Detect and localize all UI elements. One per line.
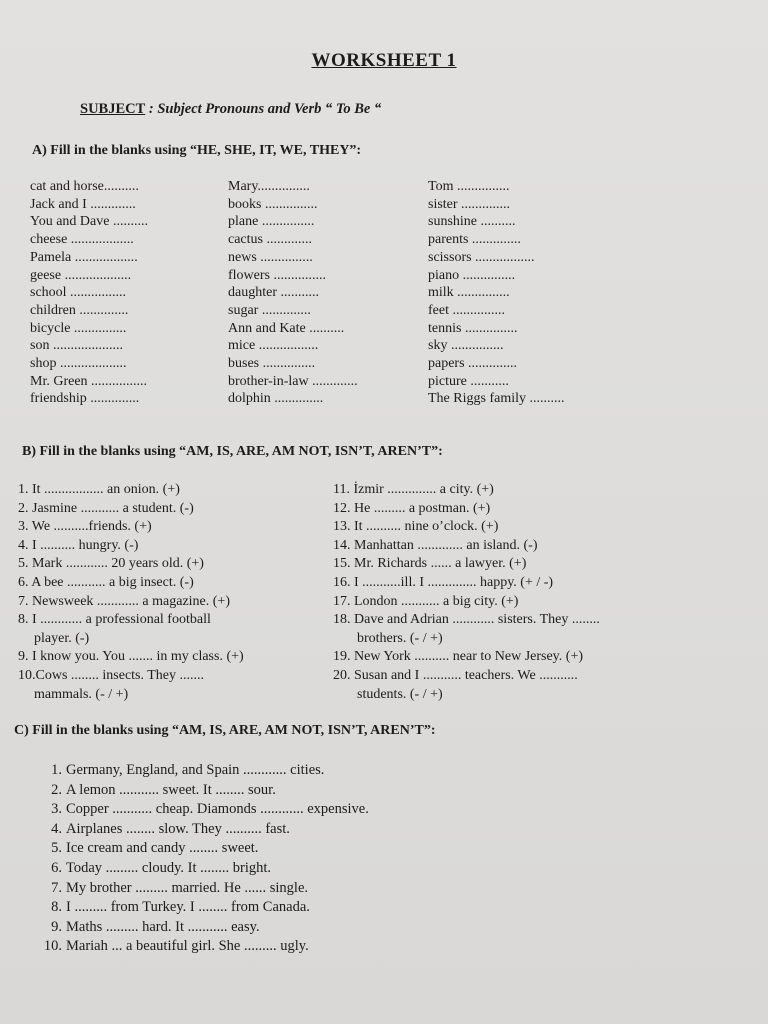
list-item: piano ............... [428,267,516,283]
list-item: Mr. Green ................ [30,373,148,389]
list-item: 2. Jasmine ........... a student. (-) [18,500,194,516]
item-text: Today ......... cloudy. It ........ bright. [66,859,272,876]
list-item: Tom ............... [428,179,510,194]
list-item: daughter ........... [228,285,319,301]
item-text: I ......... from Turkey. I ........ from Canada. [66,899,310,916]
list-item: 19. New York .......... near to New Jersey. (+) [333,649,583,665]
list-item: mice ................. [228,338,319,354]
list-item: brothers. (- / +) [357,630,443,646]
subject-text: : Subject Pronouns and Verb “ To Be “ [145,101,382,117]
list-item: bicycle ............... [30,320,127,336]
list-item: scissors ................. [428,249,535,265]
item-text: Mariah ... a beautiful girl. She ......... ugly. [66,938,309,955]
list-item: 4. I .......... hungry. (-) [18,537,139,553]
item-number: 4. [51,820,62,837]
list-item: You and Dave .......... [30,214,148,230]
worksheet-title: WORKSHEET 1 [311,50,457,71]
section-c-heading: C) Fill in the blanks using “AM, IS, ARE, AM NOT, ISN’T, AREN’T”: [14,723,436,738]
list-item: 3. We ..........friends. (+) [18,519,152,535]
list-item: geese ................... [30,267,132,283]
list-item: milk ............... [428,285,510,301]
item-number: 10. [43,938,62,955]
list-item: player. (-) [34,630,90,646]
list-item: 17. London ........... a big city. (+) [333,593,519,609]
subject-line [80,101,381,118]
list-item: 13. It .......... nine o’clock. (+) [333,519,499,535]
item-text: Maths ......... hard. It ........... easy. [66,918,260,935]
list-item [32,859,369,879]
list-item: Mary............... [228,179,310,194]
list-item: cactus ............. [228,232,312,248]
list-item: son .................... [30,338,123,354]
list-item: The Riggs family .......... [428,391,565,407]
item-number: 7. [51,879,62,896]
item-text: Airplanes ........ slow. They .......... fast. [66,820,290,837]
item-text: Germany, England, and Spain ............ cities. [66,762,325,778]
list-item: 16. I ...........ill. I .............. happy. (+ / -) [333,574,554,590]
list-item: Pamela .................. [30,249,138,265]
item-text: Ice cream and candy ........ sweet. [66,840,259,857]
list-item: books ............... [228,196,318,212]
item-number: 5. [51,840,62,857]
list-item: plane ............... [228,214,315,230]
list-item: buses ............... [228,356,316,372]
list-item [32,781,369,801]
list-item: friendship .............. [30,391,140,407]
list-item [32,800,369,820]
list-item: 7. Newsweek ............ a magazine. (+) [18,593,230,609]
section-b-right-list [333,481,600,704]
section-a-column-3 [428,178,565,408]
list-item: 8. I ............ a professional football [18,612,211,628]
list-item: 6. A bee ........... a big insect. (-) [18,574,194,590]
list-item: sunshine .......... [428,214,516,230]
list-item: news ............... [228,249,313,265]
item-text: My brother ......... married. He ...... single. [66,879,309,896]
item-number: 1. [51,762,62,778]
list-item: brother-in-law ............. [228,373,358,389]
list-item: sister .............. [428,196,511,212]
list-item: 10.Cows ........ insects. They ....... [18,667,205,683]
list-item: school ................ [30,285,127,301]
list-item: tennis ............... [428,320,518,336]
list-item: 14. Manhattan ............. an island. (-) [333,537,538,553]
list-item [32,839,369,859]
list-item [32,898,369,918]
list-item: Ann and Kate .......... [228,320,345,336]
list-item: cheese .................. [30,232,134,248]
list-item: mammals. (- / +) [34,686,129,702]
list-item [32,918,369,938]
item-number: 3. [51,801,62,818]
list-item [32,761,369,781]
list-item: papers .............. [428,356,518,372]
item-number: 2. [51,781,62,798]
list-item: students. (- / +) [357,686,443,702]
list-item: sky ............... [428,338,504,354]
item-text: Copper ........... cheap. Diamonds ............ expensive. [66,801,369,818]
list-item: 20. Susan and I ........... teachers. We ........... [333,667,578,683]
list-item: 5. Mark ............ 20 years old. (+) [18,556,204,572]
list-item: 12. He ......... a postman. (+) [333,500,491,516]
list-item: dolphin .............. [228,391,324,407]
section-a-column-2 [228,178,358,408]
list-item: shop ................... [30,356,127,372]
list-item: children .............. [30,302,129,318]
list-item: 15. Mr. Richards ...... a lawyer. (+) [333,556,527,572]
list-item: 18. Dave and Adrian ............ sisters. They ........ [333,612,600,628]
list-item: 1. It ................. an onion. (+) [18,482,180,497]
list-item: feet ............... [428,302,505,318]
list-item: cat and horse.......... [30,179,139,194]
section-a-heading: A) Fill in the blanks using “HE, SHE, IT, WE, THEY”: [32,143,362,158]
section-b-left-list [18,481,244,704]
list-item: Jack and I ............. [30,196,136,212]
list-item: 11. İzmir .............. a city. (+) [333,482,494,497]
section-c-list [32,761,369,957]
subject-label: SUBJECT [80,101,146,117]
item-number: 9. [51,918,62,935]
list-item: parents .............. [428,232,521,248]
list-item: picture ........... [428,373,509,389]
section-b-heading: B) Fill in the blanks using “AM, IS, ARE, AM NOT, ISN’T, AREN’T”: [22,444,443,459]
list-item [32,820,369,840]
list-item [32,879,369,899]
list-item [32,937,369,957]
list-item: 9. I know you. You ....... in my class. (+) [18,649,244,665]
section-a-column-1 [30,178,148,408]
item-text: A lemon ........... sweet. It ........ sour. [66,781,276,798]
list-item: sugar .............. [228,302,311,318]
item-number: 8. [51,899,62,916]
list-item: flowers ............... [228,267,326,283]
item-number: 6. [51,859,62,876]
